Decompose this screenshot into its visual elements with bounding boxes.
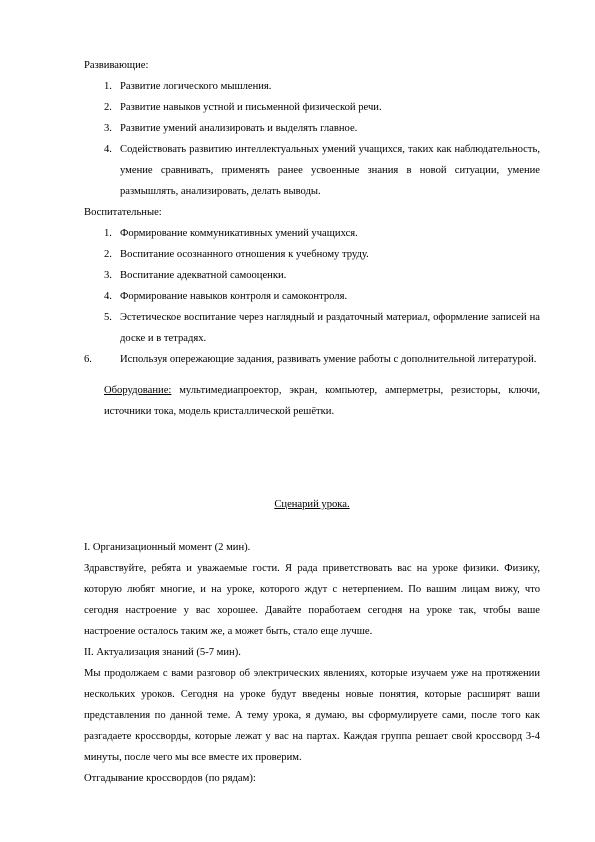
list-number: 4. xyxy=(104,144,112,155)
list-item-text: Воспитание осознанного отношения к учебному труду. xyxy=(120,249,369,260)
list-item xyxy=(84,349,540,370)
goals-block xyxy=(84,55,540,422)
paragraph: Отгадывание кроссвордов (по рядам): xyxy=(84,773,256,784)
educational-list xyxy=(84,223,540,349)
list-item xyxy=(84,265,540,286)
list-item xyxy=(84,286,540,307)
list-item-text: Содействовать развитию интеллектуальных умений учащихся, таких как наблюдательность, умение сравнивать, применять ранее усвоенные знания в новой ситуации, умение размышлять, анализировать, делать выводы. xyxy=(120,144,540,197)
list-number: 3. xyxy=(104,270,112,281)
list-number: 1. xyxy=(104,81,112,92)
section-heading: II. Актуализация знаний (5-7 мин). xyxy=(84,647,241,658)
scenario-title: Сценарий урока. xyxy=(274,499,350,510)
list-item-text: Формирование навыков контроля и самоконтроля. xyxy=(120,291,348,302)
list-number: 3. xyxy=(104,123,112,134)
list-item xyxy=(84,97,540,118)
list-number: 6. xyxy=(84,354,92,365)
list-number: 5. xyxy=(104,312,112,323)
developing-list xyxy=(84,76,540,202)
list-number: 1. xyxy=(104,228,112,239)
list-number: 2. xyxy=(104,102,112,113)
list-item xyxy=(84,76,540,97)
list-item xyxy=(84,223,540,244)
list-number: 2. xyxy=(104,249,112,260)
equipment-label: Оборудование: xyxy=(104,385,172,396)
equipment-text: мультимедиапроектор, экран, компьютер, амперметры, резисторы, ключи, источники тока, модель кристаллической решётки. xyxy=(104,385,540,417)
list-item-text: Развитие навыков устной и письменной физической речи. xyxy=(120,102,382,113)
scenario-block xyxy=(84,494,540,789)
list-item-text: Используя опережающие задания, развивать умение работы с дополнительной литературой. xyxy=(120,354,537,365)
list-item xyxy=(84,118,540,139)
list-item-text: Воспитание адекватной самооценки. xyxy=(120,270,287,281)
list-item-text: Развитие логического мышления. xyxy=(120,81,272,92)
paragraph: Здравствуйте, ребята и уважаемые гости. Я рада приветствовать вас на уроке физики. Физику, которую любят многие, и на уроке, которого ждут с нетерпением. По вашим лицам вижу, что сегодня настроение у вас хорошее. Давайте поработаем сегодня на уроке так, чтобы ваше настроение осталось таким же, а может быть, стало еще лучше. xyxy=(84,563,540,637)
educational-heading: Воспитательные: xyxy=(84,207,162,218)
paragraph: Мы продолжаем с вами разговор об электрических явлениях, которые изучаем уже на протяжении нескольких уроков. Сегодня на уроке будут введены новые понятия, которые расширят ваши представления по данной теме. А тему урока, я думаю, вы сформулируете сами, после того как разгадаете кроссворды, которые лежат у вас на партах. Каждая группа решает свой кроссворд 3-4 минуты, после чего мы все вместе их проверим. xyxy=(84,668,540,763)
list-item xyxy=(84,139,540,202)
list-item-text: Эстетическое воспитание через наглядный и раздаточный материал, оформление записей на доске и в тетрадях. xyxy=(120,312,540,344)
list-number: 4. xyxy=(104,291,112,302)
developing-heading: Развивающие: xyxy=(84,60,149,71)
equipment-paragraph xyxy=(84,380,540,422)
list-item-text: Формирование коммуникативных умений учащихся. xyxy=(120,228,358,239)
list-item-text: Развитие умений анализировать и выделять главное. xyxy=(120,123,358,134)
list-item xyxy=(84,244,540,265)
list-item xyxy=(84,307,540,349)
section-heading: I. Организационный момент (2 мин). xyxy=(84,542,251,553)
